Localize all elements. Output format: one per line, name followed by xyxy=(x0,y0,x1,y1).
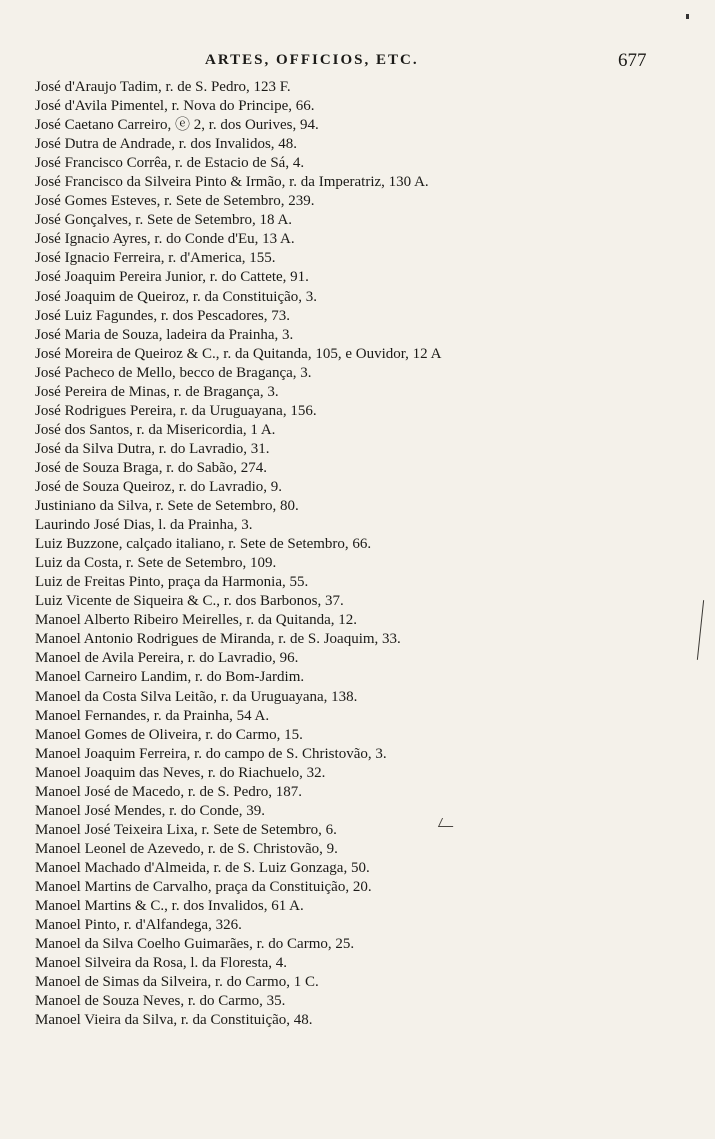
header-title: ARTES, OFFICIOS, ETC. xyxy=(205,52,419,68)
directory-entry: José Ignacio Ayres, r. do Conde d'Eu, 13 A. xyxy=(35,231,295,248)
directory-entry: José Moreira de Queiroz & C., r. da Quitanda, 105, e Ouvidor, 12 A xyxy=(35,345,442,362)
directory-entry: José Gonçalves, r. Sete de Setembro, 18 A. xyxy=(35,212,293,229)
directory-entry: Justiniano da Silva, r. Sete de Setembro, 80. xyxy=(35,498,299,515)
running-header xyxy=(0,52,715,76)
directory-entry: Manoel José Mendes, r. do Conde, 39. xyxy=(35,802,265,819)
directory-entry: José d'Araujo Tadim, r. de S. Pedro, 123 F. xyxy=(35,79,291,95)
directory-entry: José Dutra de Andrade, r. dos Invalidos, 48. xyxy=(35,136,298,153)
directory-entry: Manoel Joaquim das Neves, r. do Riachuelo, 32. xyxy=(35,764,326,781)
directory-entry: Manoel da Costa Silva Leitão, r. da Uruguayana, 138. xyxy=(35,688,358,705)
directory-entry: José de Souza Queiroz, r. do Lavradio, 9. xyxy=(35,478,283,495)
directory-entry: Manoel de Simas da Silveira, r. do Carmo, 1 C. xyxy=(35,974,319,991)
directory-entry: Manoel Gomes de Oliveira, r. do Carmo, 15. xyxy=(35,726,303,743)
directory-entry: José de Souza Braga, r. do Sabão, 274. xyxy=(35,459,268,476)
directory-entry: Manoel de Souza Neves, r. do Carmo, 35. xyxy=(35,993,286,1010)
directory-entry: José Caetano Carreiro, ⓔ 2, r. dos Ourives, 94. xyxy=(35,117,319,134)
directory-entry: Laurindo José Dias, l. da Prainha, 3. xyxy=(35,517,253,534)
directory-entry: José d'Avila Pimentel, r. Nova do Principe, 66. xyxy=(35,98,315,115)
directory-entry: José Joaquim de Queiroz, r. da Constituição, 3. xyxy=(35,288,318,305)
directory-entry: Manoel José de Macedo, r. de S. Pedro, 187. xyxy=(35,783,303,800)
directory-entry: José da Silva Dutra, r. do Lavradio, 31. xyxy=(35,440,270,457)
directory-entry: Luiz Vicente de Siqueira & C., r. dos Barbonos, 37. xyxy=(35,593,344,610)
directory-entry: José Luiz Fagundes, r. dos Pescadores, 73. xyxy=(35,307,290,324)
directory-entry: José Pacheco de Mello, becco de Bragança, 3. xyxy=(35,364,312,381)
directory-entry: José Maria de Souza, ladeira da Prainha, 3. xyxy=(35,326,294,343)
directory-entry: Manoel Pinto, r. d'Alfandega, 326. xyxy=(35,917,242,934)
directory-entry: Manoel Carneiro Landim, r. do Bom-Jardim. xyxy=(35,669,305,686)
directory-entry: Manoel Silveira da Rosa, l. da Floresta, 4. xyxy=(35,955,288,972)
directory-entry: Luiz da Costa, r. Sete de Setembro, 109. xyxy=(35,555,277,572)
directory-entry: Manoel Vieira da Silva, r. da Constituição, 48. xyxy=(35,1012,313,1029)
directory-entry: Manoel Martins de Carvalho, praça da Constituição, 20. xyxy=(35,878,372,895)
directory-entry: José Francisco da Silveira Pinto & Irmão, r. da Imperatriz, 130 A. xyxy=(35,174,429,191)
directory-entry: Manoel Alberto Ribeiro Meirelles, r. da Quitanda, 12. xyxy=(35,612,358,629)
directory-entry: José Ignacio Ferreira, r. d'America, 155. xyxy=(35,250,276,267)
directory-entry: Manoel da Silva Coelho Guimarães, r. do Carmo, 25. xyxy=(35,936,355,953)
corner-ink-mark xyxy=(686,14,689,19)
directory-entry: Manoel Machado d'Almeida, r. de S. Luiz Gonzaga, 50. xyxy=(35,859,370,876)
directory-entry: José Gomes Esteves, r. Sete de Setembro, 239. xyxy=(35,193,315,210)
directory-entry: José Pereira de Minas, r. de Bragança, 3. xyxy=(35,383,279,400)
page-number: 677 xyxy=(618,50,647,71)
margin-pencil-mark xyxy=(697,600,704,660)
directory-entry: Manoel Antonio Rodrigues de Miranda, r. de S. Joaquim, 33. xyxy=(35,631,401,648)
directory-entry: Luiz de Freitas Pinto, praça da Harmonia, 55. xyxy=(35,574,309,591)
directory-entry: José Joaquim Pereira Junior, r. do Cattete, 91. xyxy=(35,269,309,286)
directory-entry: Manoel Joaquim Ferreira, r. do campo de S. Christovão, 3. xyxy=(35,745,387,762)
directory-entry: Manoel José Teixeira Lixa, r. Sete de Setembro, 6. xyxy=(35,821,337,838)
directory-entry: Luiz Buzzone, calçado italiano, r. Sete de Setembro, 66. xyxy=(35,536,372,553)
directory-entry: José Rodrigues Pereira, r. da Uruguayana, 156. xyxy=(35,402,317,419)
directory-entry: Manoel Martins & C., r. dos Invalidos, 61 A. xyxy=(35,898,304,915)
directory-list xyxy=(35,78,675,1030)
directory-entry: José Francisco Corrêa, r. de Estacio de Sá, 4. xyxy=(35,155,305,172)
directory-entry: Manoel Leonel de Azevedo, r. de S. Christovão, 9. xyxy=(35,840,338,857)
directory-entry: José dos Santos, r. da Misericordia, 1 A. xyxy=(35,421,276,438)
directory-entry: Manoel de Avila Pereira, r. do Lavradio, 96. xyxy=(35,650,299,667)
directory-entry: Manoel Fernandes, r. da Prainha, 54 A. xyxy=(35,707,270,724)
